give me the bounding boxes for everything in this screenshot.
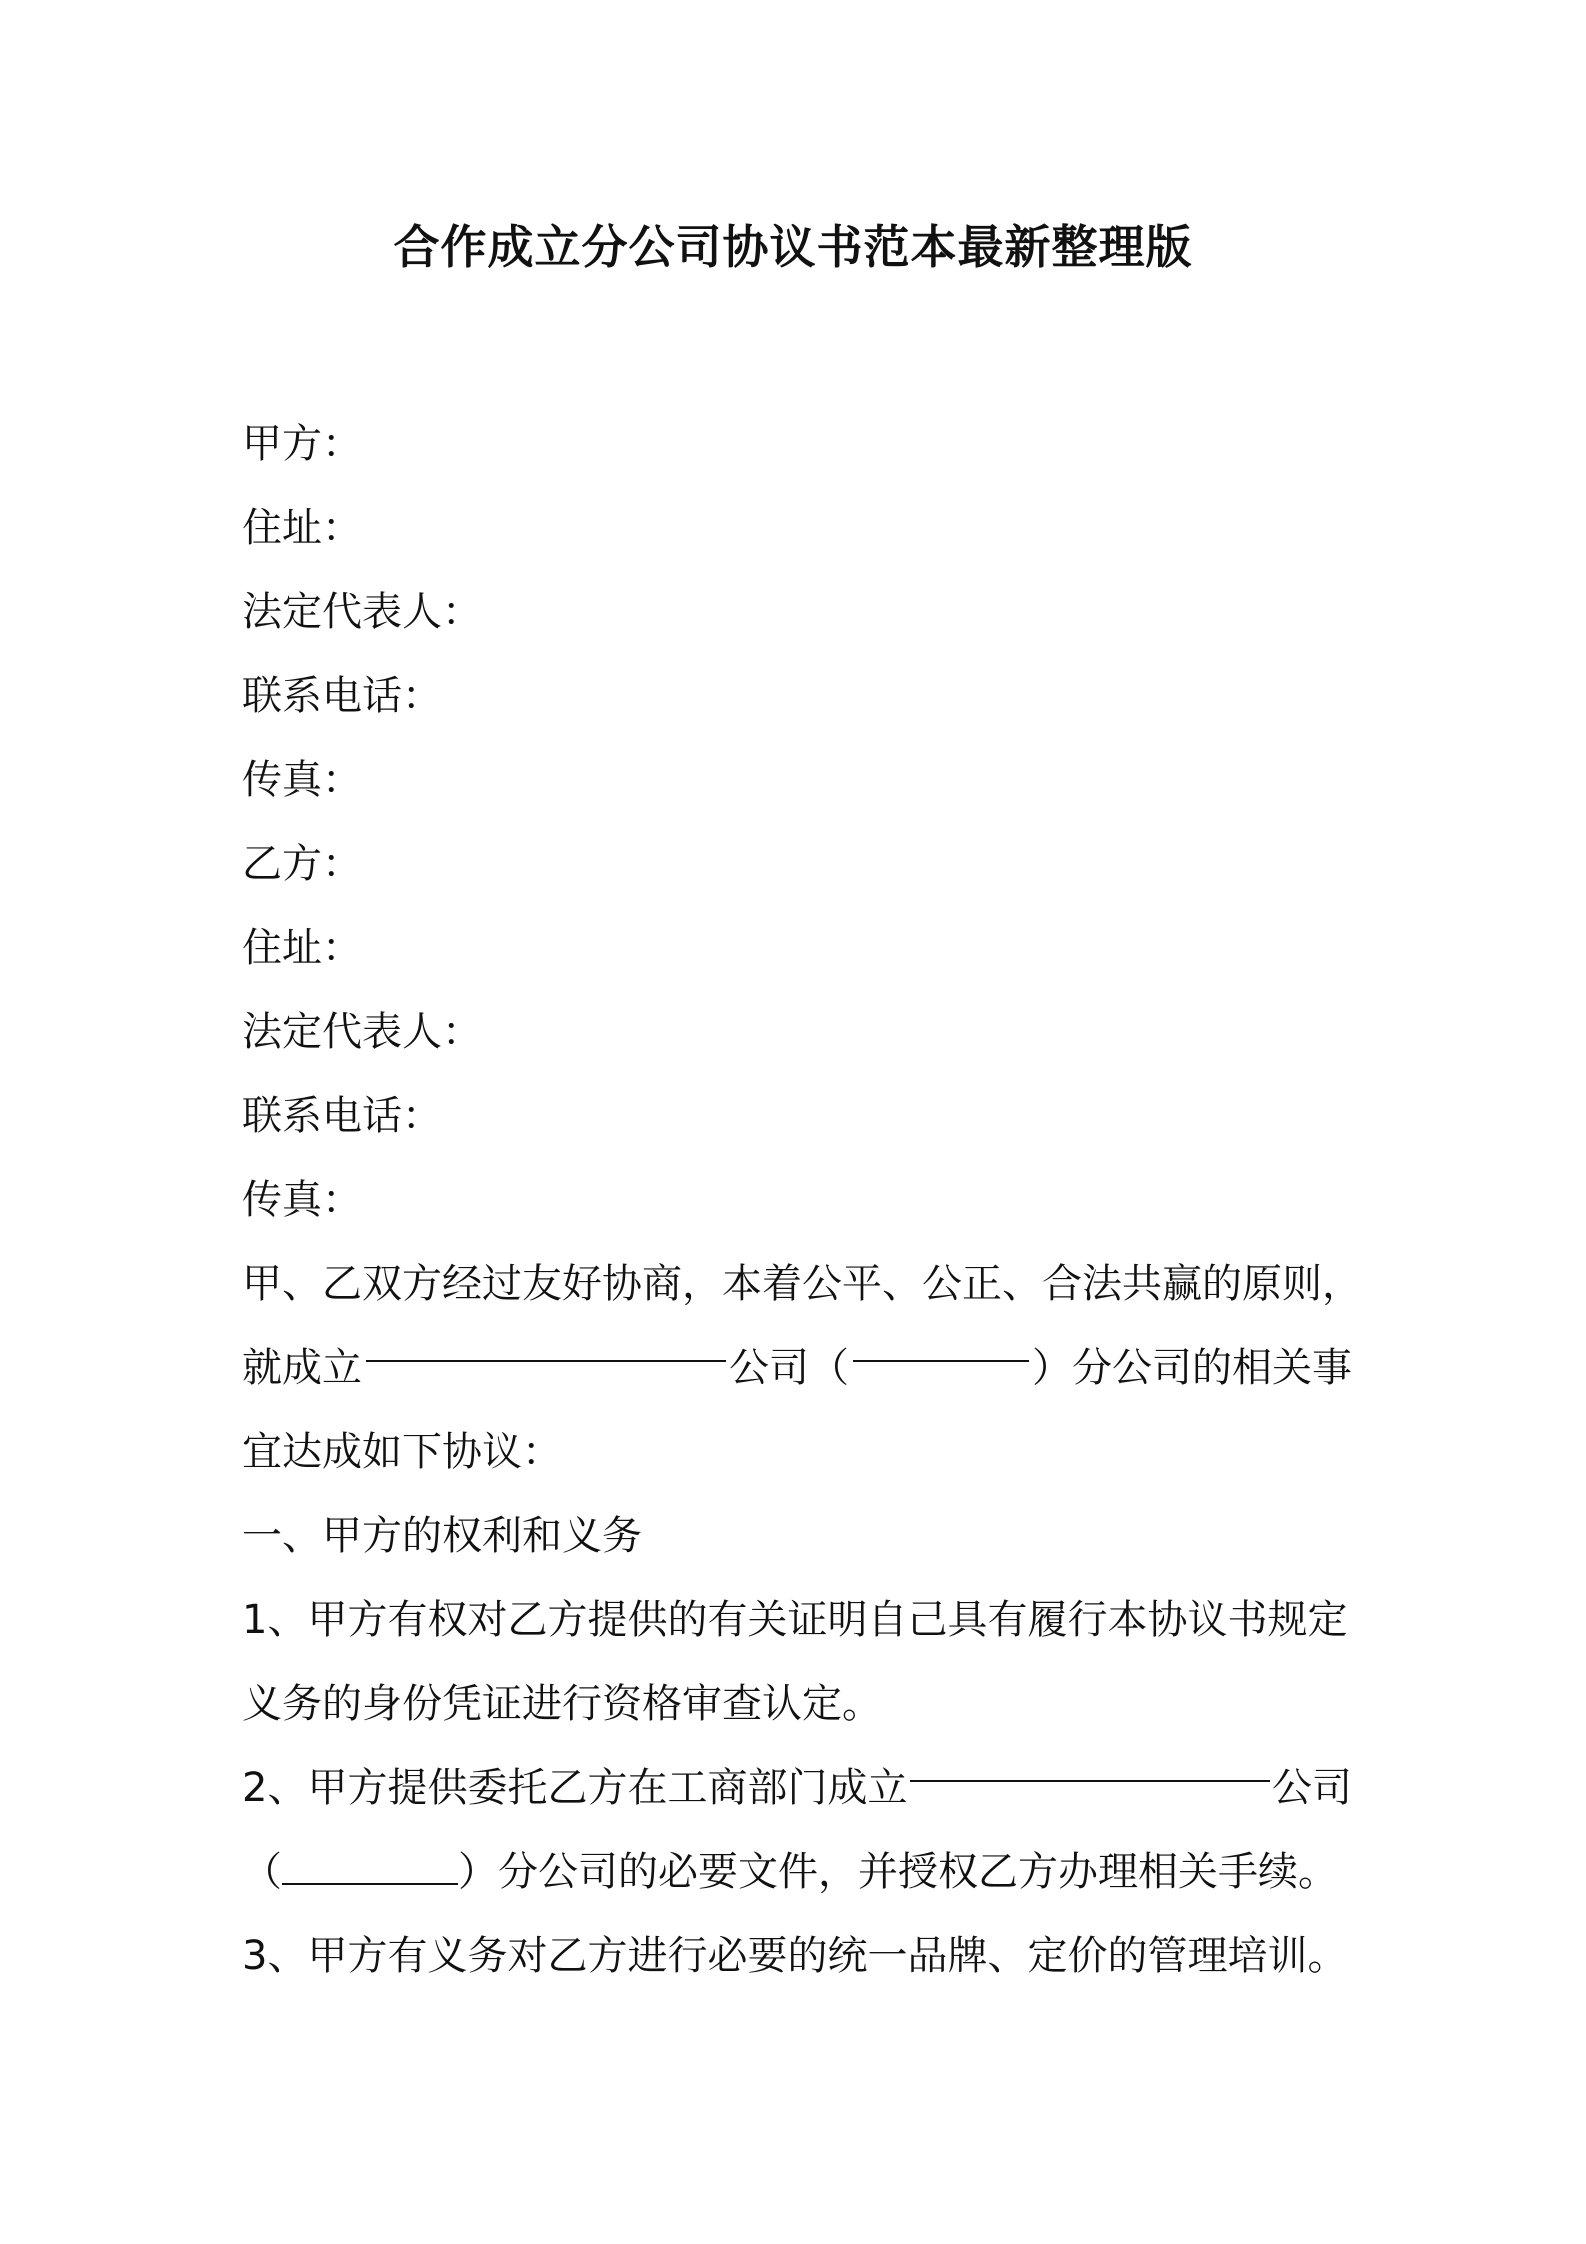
party-b-phone-field [242, 1074, 1352, 1158]
item-2-text-2-start: （ [242, 1849, 282, 1895]
section-1-item-1-line-1 [242, 1578, 1352, 1662]
section-1-heading [242, 1494, 1352, 1578]
intro-line-1 [242, 1242, 1362, 1326]
party-b-fax-field [242, 1158, 1352, 1242]
section-1-item-2-line-2 [242, 1830, 1352, 1914]
item-2-text-1-start: 2、甲方提供委托乙方在工商部门成立 [242, 1765, 908, 1811]
party-b-address-label: 住址： [242, 925, 362, 971]
intro-line-3 [242, 1410, 1352, 1494]
party-a-address-field [242, 486, 1352, 570]
intro-text-2-end: ）分公司的相关事 [1032, 1345, 1352, 1391]
party-a-rep-field [242, 570, 1352, 654]
item-2-company-blank [910, 1746, 1270, 1782]
document-body [242, 402, 1362, 1998]
intro-line-2 [242, 1326, 1352, 1410]
item-1-text-1: 1、甲方有权对乙方提供的有关证明自己具有履行本协议书规定 [242, 1597, 1348, 1643]
item-2-branch-blank [282, 1849, 458, 1885]
party-b-rep-label: 法定代表人： [242, 1009, 482, 1055]
party-b-phone-label: 联系电话： [242, 1093, 442, 1139]
item-1-text-2: 义务的身份凭证进行资格审查认定。 [242, 1681, 882, 1727]
company-name-blank [366, 1326, 726, 1362]
party-b-name-label: 乙方： [242, 841, 362, 887]
party-a-name-field [242, 402, 1352, 486]
branch-name-blank [853, 1326, 1029, 1362]
section-1-item-1-line-2 [242, 1662, 1352, 1746]
party-b-rep-field [242, 990, 1352, 1074]
section-1-item-3 [242, 1914, 1352, 1998]
party-a-phone-field [242, 654, 1352, 738]
document-title: 合作成立分公司协议书范本最新整理版 [393, 220, 1193, 274]
party-b-name-field [242, 822, 1352, 906]
intro-text-1: 甲、乙双方经过友好协商，本着公平、公正、合法共赢的原则， [242, 1261, 1362, 1307]
section-1-item-2-line-1 [242, 1746, 1352, 1830]
item-2-text-2-end: ）分公司的必要文件，并授权乙方办理相关手续。 [458, 1849, 1338, 1895]
party-b-address-field [242, 906, 1352, 990]
party-a-fax-label: 传真： [242, 757, 362, 803]
intro-text-3: 宜达成如下协议： [242, 1429, 562, 1475]
party-a-rep-label: 法定代表人： [242, 589, 482, 635]
party-a-address-label: 住址： [242, 505, 362, 551]
intro-text-2-start: 就成立 [242, 1345, 362, 1391]
intro-text-2-mid: 公司（ [729, 1345, 849, 1391]
section-1-heading-text: 一、甲方的权利和义务 [242, 1513, 642, 1559]
item-2-text-1-end: 公司 [1271, 1765, 1352, 1811]
item-3-text: 3、甲方有义务对乙方进行必要的统一品牌、定价的管理培训。 [242, 1933, 1348, 1979]
party-b-fax-label: 传真： [242, 1177, 362, 1223]
party-a-name-label: 甲方： [242, 421, 362, 467]
party-a-fax-field [242, 738, 1352, 822]
party-a-phone-label: 联系电话： [242, 673, 442, 719]
